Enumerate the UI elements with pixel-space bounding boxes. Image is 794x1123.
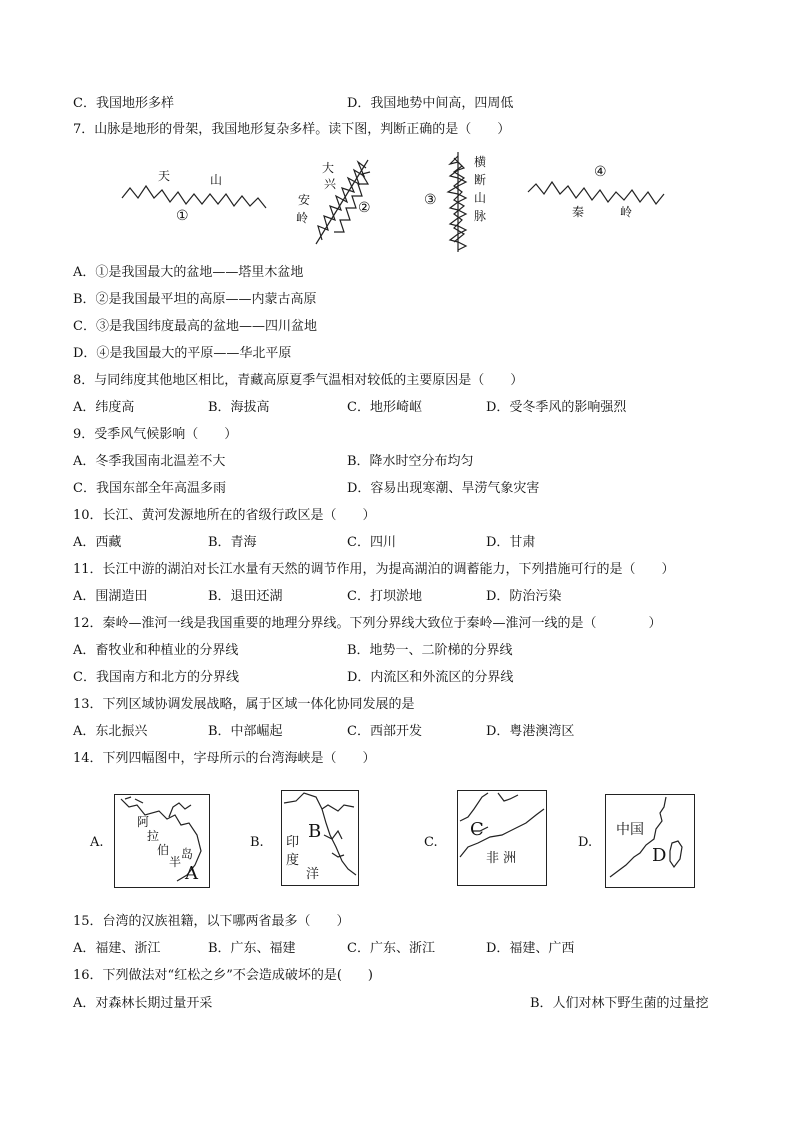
q10-option-c: C．四川 <box>347 535 396 550</box>
q7-option-b: B．②是我国最平坦的高原——内蒙古高原 <box>73 292 317 307</box>
q12-option-b: B．地势一、二阶梯的分界线 <box>347 643 513 658</box>
q10-option-a: A．西藏 <box>73 535 122 550</box>
map-c-label: 非 洲 <box>486 851 517 866</box>
q15-option-a: A．福建、浙江 <box>73 941 161 956</box>
q11-option-d: D．防治污染 <box>486 589 562 604</box>
m4-number: ④ <box>594 164 607 180</box>
q13-option-b: B．中部崛起 <box>208 724 283 739</box>
q8-option-d: D．受冬季风的影响强烈 <box>486 400 627 415</box>
hengduan-range-icon <box>448 152 466 252</box>
q11-option-c: C．打坝淤地 <box>347 589 422 604</box>
q8-option-a: A．纬度高 <box>73 400 135 415</box>
m3-label-4: 脉 <box>474 209 487 223</box>
map-a-label-5: 岛 <box>181 847 194 861</box>
q14-map-a <box>114 794 210 888</box>
q14-stem: 14．下列四幅图中，字母所示的台湾海峡是（ ） <box>73 751 376 766</box>
mountain-ranges-diagram <box>118 148 678 256</box>
q11-stem: 11．长江中游的湖泊对长江水量有天然的调节作用，为提高湖泊的调蓄能力，下列措施可行的是（ ） <box>73 562 675 577</box>
tianshan-range-icon <box>122 186 266 208</box>
map-a-label-3: 伯 <box>157 843 170 857</box>
map-d-label: 中国 <box>616 822 644 838</box>
q9-option-d: D．容易出现寒潮、旱涝气象灾害 <box>347 481 540 496</box>
q13-option-d: D．粤港澳湾区 <box>486 724 575 739</box>
q15-option-b: B．广东、福建 <box>208 941 296 956</box>
q8-option-c: C．地形崎岖 <box>347 400 422 415</box>
qinling-range-icon <box>528 182 664 204</box>
q11-option-b: B．退田还湖 <box>208 589 283 604</box>
q16-option-b: B．人们对林下野生菌的过量挖 <box>530 996 709 1011</box>
m1-number: ① <box>176 208 189 224</box>
map-b-label-3: 洋 <box>306 867 320 882</box>
map-a-label-1: 阿 <box>137 815 150 829</box>
q9-option-a: A．冬季我国南北温差不大 <box>73 454 226 469</box>
map-a-label-4: 半 <box>169 855 182 869</box>
m3-label-2: 断 <box>474 173 487 187</box>
q14-map-d-option: D. <box>578 835 593 850</box>
q7-option-a: A．①是我国最大的盆地——塔里木盆地 <box>73 265 304 280</box>
q6-option-c: C．我国地形多样 <box>73 96 174 111</box>
q13-option-c: C．西部开发 <box>347 724 422 739</box>
map-b-letter: B <box>308 821 322 842</box>
q7-option-d: D．④是我国最大的平原——华北平原 <box>73 346 292 361</box>
m2-number: ② <box>358 200 371 216</box>
q15-option-d: D．福建、广西 <box>486 941 575 956</box>
m2-label-1: 大 <box>322 161 335 175</box>
map-c-letter: C <box>470 819 484 840</box>
map-a-label-2: 拉 <box>147 829 160 843</box>
q7-mountain-figure <box>118 148 678 256</box>
map-b-label-1: 印 <box>286 835 300 850</box>
m3-label-1: 横 <box>474 155 487 169</box>
q14-map-c-option: C. <box>424 835 438 850</box>
map-a-letter: A <box>185 863 198 884</box>
m3-number: ③ <box>424 192 437 208</box>
q12-stem: 12．秦岭—淮河一线是我国重要的地理分界线。下列分界线大致位于秦岭—淮河一线的是（ ） <box>73 616 662 631</box>
q9-stem: 9．受季风气候影响（ ） <box>73 427 238 442</box>
q16-option-a: A．对森林长期过量开采 <box>73 996 213 1011</box>
q15-option-c: C．广东、浙江 <box>347 941 435 956</box>
q13-option-a: A．东北振兴 <box>73 724 148 739</box>
q14-map-b-option: B. <box>250 835 264 850</box>
q12-option-a: A．畜牧业和种植业的分界线 <box>73 643 239 658</box>
m3-label-3: 山 <box>474 191 487 205</box>
q7-option-c: C．③是我国纬度最高的盆地——四川盆地 <box>73 319 317 334</box>
q10-stem: 10．长江、黄河发源地所在的省级行政区是（ ） <box>73 508 376 523</box>
q13-stem: 13．下列区域协调发展战略，属于区域一体化协同发展的是 <box>73 697 415 712</box>
q12-option-d: D．内流区和外流区的分界线 <box>347 670 514 685</box>
m2-label-2: 兴 <box>324 177 337 191</box>
q10-option-d: D．甘肃 <box>486 535 536 550</box>
q11-option-a: A．围湖造田 <box>73 589 148 604</box>
q9-option-c: C．我国东部全年高温多雨 <box>73 481 226 496</box>
q14-map-a-option: A. <box>90 835 104 850</box>
m2-label-3: 安 <box>298 193 311 207</box>
q14-map-b <box>281 790 359 886</box>
q14-map-d <box>605 794 695 888</box>
m1-label-2: 山 <box>210 173 223 187</box>
map-b-label-2: 度 <box>286 853 300 868</box>
q8-option-b: B．海拔高 <box>208 400 270 415</box>
q10-option-b: B．青海 <box>208 535 257 550</box>
q12-option-c: C．我国南方和北方的分界线 <box>73 670 239 685</box>
q16-stem: 16．下列做法对“红松之乡”不会造成破坏的是( ) <box>73 968 373 983</box>
q9-option-b: B．降水时空分布均匀 <box>347 454 474 469</box>
map-d-letter: D <box>652 845 667 866</box>
m1-label-1: 天 <box>158 169 171 183</box>
q14-map-c <box>457 790 547 886</box>
q7-stem: 7．山脉是地形的骨架，我国地形复杂多样。读下图，判断正确的是（ ） <box>73 122 511 137</box>
m4-label-2: 岭 <box>620 205 633 219</box>
q6-option-d: D．我国地势中间高，四周低 <box>347 96 514 111</box>
m2-label-4: 岭 <box>296 211 309 225</box>
china-taiwan-map-icon <box>606 795 694 887</box>
q8-stem: 8．与同纬度其他地区相比，青藏高原夏季气温相对较低的主要原因是（ ） <box>73 373 524 388</box>
q15-stem: 15．台湾的汉族祖籍，以下哪两省最多（ ） <box>73 914 350 929</box>
m4-label-1: 秦 <box>572 205 585 219</box>
